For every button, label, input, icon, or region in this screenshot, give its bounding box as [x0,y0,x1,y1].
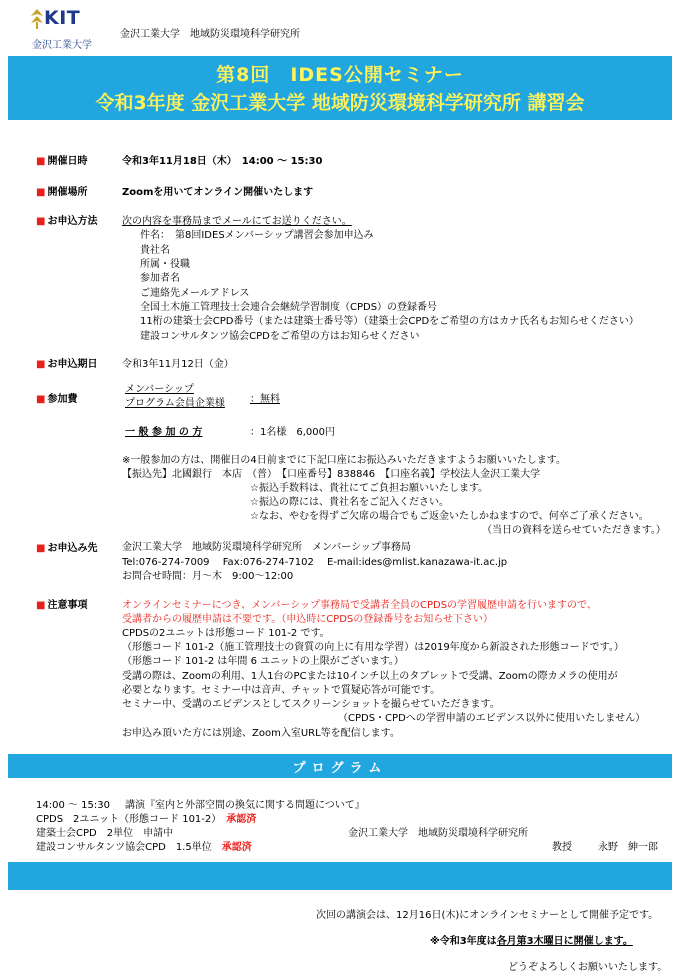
fee-note: ☆振込の際には、貴社名をご記入ください。 [250,497,449,508]
notice-line: （CPDS・CPDへの学習申請のエビデンス以外に使用いたしません） [338,713,646,724]
fee-note: （当日の資料を送らせていただきます。） [482,525,666,536]
apply-item: 所属・役職 [140,259,190,270]
venue-label: ■ 開催場所 [36,183,87,198]
program-lecture: 講演『室内と外部空間の換気に関する問題について』 [125,800,365,811]
notice-label: ■ 注意事項 [36,596,87,611]
apply-item: ご連絡先メールアドレス [140,288,250,299]
speaker-org: 金沢工業大学 地域防災環境科学研究所 [348,828,528,839]
fee-note: 【振込先】北國銀行 本店 （普） 【口座番号】838846 【口座名義】学校法人金沢工業大学 [122,469,541,480]
consul-status: 承認済 [221,842,252,853]
fee-note: ☆振込手数料は、貴社にてご負担お願いいたします。 [250,483,489,494]
fee-general-value: ：1名様 6,000円 [250,427,335,438]
divider-band [8,862,672,890]
notice-line: お申込み頂いた方には別途、Zoom入室URL等を配信します。 [122,728,400,739]
date-value: 令和3年11月18日（木） 14:00 ～ 15:30 [122,156,323,167]
notice-red: オンラインセミナーにつき、メンバーシップ事務局で受講者全員のCPDSの学習履歴申請を行いますので、 [122,600,597,611]
schedule-prefix: ※令和3年度は [430,936,497,947]
venue-value: Zoomを用いてオンライン開催いたします [122,187,314,198]
fee-member-line1: メンバーシップ [125,384,194,395]
fee-label: ■ 参加費 [36,390,77,405]
consul-text: 建設コンサルタンツ協会CPD 1.5単位 [36,842,212,853]
kit-logo [14,4,104,51]
apply-item: 貴社名 [140,245,170,256]
fee-note: ※一般参加の方は、開催日の4日前までに下記口座にお振込みいただきますようお願いいたします。 [122,455,566,466]
apply-item: 件名： 第8回IDESメンバーシップ講習会参加申込み [140,230,374,241]
logo-subtext: 金沢工業大学 [32,40,92,51]
fee-member-value: ：無料 [250,394,280,405]
banner-subtitle: 令和3年度 金沢工業大学 地域防災環境科学研究所 講習会 [95,92,585,114]
speaker-name: 永野 紳一郎 [598,842,658,853]
apply-item: 参加者名 [140,273,180,284]
banner-title: 第8回 IDES公開セミナー [216,64,464,86]
notice-line: セミナー中、受講のエビデンスとしてスクリーンショットを撮らせていただきます。 [122,699,500,710]
contact-label: ■ お申込み先 [36,539,97,554]
cpds-status: 承認済 [226,814,257,825]
deadline-value: 令和3年11月12日（金） [122,359,234,370]
kit-emblem-icon [30,8,44,30]
program-kenchiku: 建築士会CPD 2単位 申請中 [36,828,174,839]
speaker-title: 教授 [552,842,572,853]
date-label: ■ 開催日時 [36,152,87,167]
notice-line: （形態コード 101-2（施工管理技士の資質の向上に有用な学習）は2019年度から新設された形態コードです。） [122,642,624,653]
fee-note: ☆なお、やむを得ずご欠席の場合でもご返金いたしかねますので、何卒ご了承ください。 [250,511,649,522]
notice-line: 必要となります。セミナー中は音声、チャットで質疑応答が可能です。 [122,685,441,696]
next-seminar: 次回の講演会は、12月16日(木)にオンラインセミナーとして開催予定です。 [316,910,659,921]
apply-label: ■ お申込方法 [36,212,97,227]
closing: どうぞよろしくお願いいたします。 [508,962,668,973]
apply-intro: 次の内容を事務局までメールにてお送りください。 [122,216,352,227]
institute-name: 金沢工業大学 地域防災環境科学研究所 [120,29,300,40]
apply-item: 全国土木施工管理技士会連合会継続学習制度（CPDS）の登録番号 [140,302,438,313]
notice-red: 受講者からの履歴申請は不要です。（申込時にCPDSの登録番号をお知らせ下さい） [122,614,493,625]
contact-line: お問合せ時間：月～木 9:00～12:00 [122,571,294,582]
apply-item: 建設コンサルタンツ協会CPDをご希望の方はお知らせください [140,331,420,342]
apply-item: 11桁の建築士会CPD番号（または建築士番号等）（建築士会CPDをご希望の方はカナ氏名もお知らせください） [140,316,639,327]
schedule-emph: 各月第3木曜日に開催します。 [496,936,633,947]
contact-line: Tel:076-274-7009 Fax:076-274-7102 E-mail:ides@mlist.kanazawa-it.ac.jp [122,557,508,568]
program-title: プログラム [292,761,388,776]
contact-line: 金沢工業大学 地域防災環境科学研究所 メンバーシップ事務局 [122,542,411,553]
logo-text: KIT [44,7,81,29]
notice-line: 受講の際は、Zoomの利用、1人1台のPCまたは10インチ以上のタブレットで受講、Zoomの際カメラの使用が [122,671,618,682]
deadline-label: ■ お申込期日 [36,355,97,370]
notice-line: CPDSの2ユニットは形態コード 101-2 です。 [122,628,330,639]
fee-member-line2: プログラム会員企業様 [125,398,225,409]
cpds-text: CPDS 2ユニット（形態コード 101-2） [36,814,217,825]
notice-line: （形態コード 101-2 は年間 6 ユニットの上限がございます。） [122,656,404,667]
fee-general: 一 般 参 加 の 方 [125,427,203,438]
program-cpds [36,810,256,825]
program-time: 14:00 ～ 15:30 [36,800,110,811]
schedule-note [430,932,633,947]
program-consul [36,838,252,853]
